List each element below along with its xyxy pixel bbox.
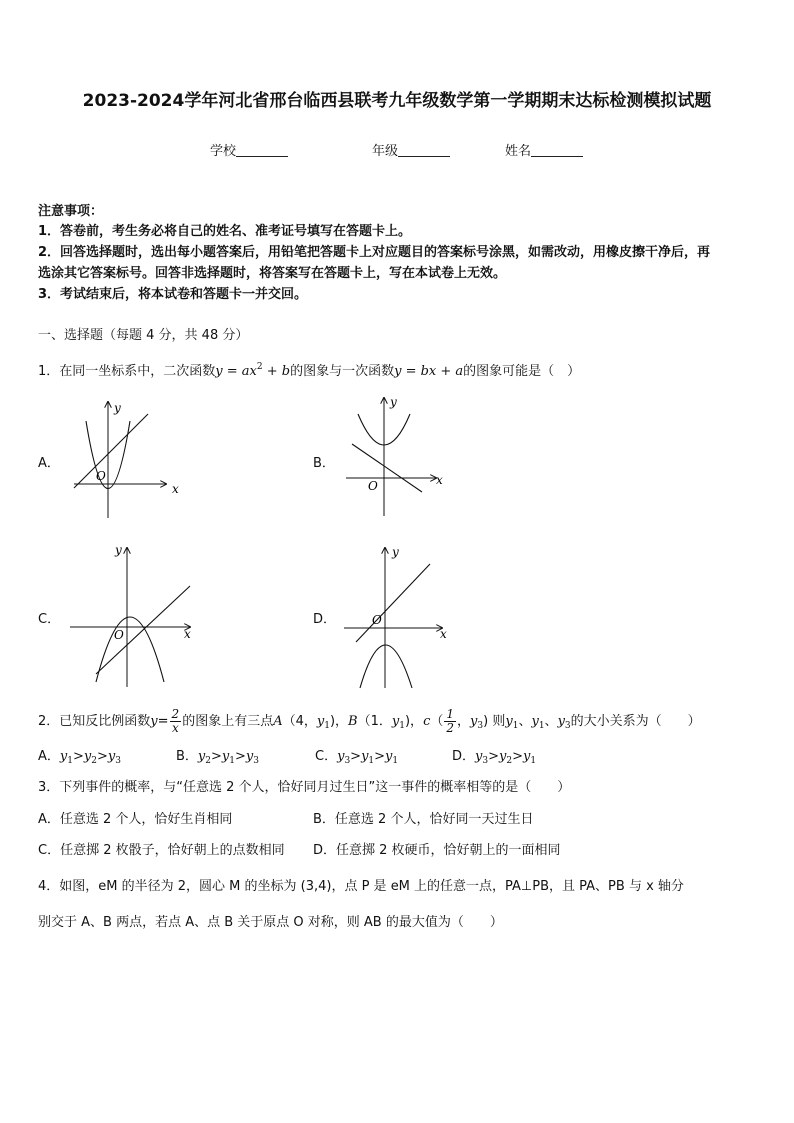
q3-option-b[interactable]: B．任意选 2 个人，恰好同一天过生日 [313, 812, 534, 827]
page-title: 2023-2024学年河北省邢台临西县联考九年级数学第一学期期末达标检测模拟试题 [82, 91, 712, 111]
q1-option-b-label[interactable]: B． [313, 456, 335, 471]
notice-item-2: 2．回答选择题时，选出每小题答案后，用铅笔把答题卡上对应题目的答案标号涂黑，如需改动，用橡皮擦干净后，再 [38, 245, 711, 260]
q1-graph-c [66, 540, 196, 690]
q2-fraction: $\frac{2}{x}$ [171, 707, 180, 735]
q2-point-c: c [423, 714, 431, 729]
school-field [210, 140, 288, 159]
q1-mid: 的图象与一次函数 [290, 364, 395, 379]
line [96, 586, 190, 674]
y-label: y [114, 401, 121, 415]
q1-option-d-label[interactable]: D． [313, 612, 337, 627]
q3-option-a[interactable]: A．任意选 2 个人，恰好生肖相同 [38, 812, 233, 827]
parabola [360, 645, 412, 688]
q2-tail: 的大小关系为（ ） [570, 714, 701, 729]
q2-y1: $y_1$ [316, 714, 330, 731]
x-label: x [172, 482, 179, 496]
q3-option-c[interactable]: C．任意掷 2 枚骰子，恰好朝上的点数相同 [38, 843, 285, 858]
school-blank[interactable] [236, 144, 288, 157]
notice-item-1: 1．答卷前，考生务必将自己的姓名、准考证号填写在答题卡上。 [38, 224, 412, 239]
notice-item-3: 3．考试结束后，将本试卷和答题卡一并交回。 [38, 287, 308, 302]
q1-graph-b [340, 392, 450, 520]
section-heading: 一、选择题（每题 4 分，共 48 分） [38, 328, 249, 343]
grade-label: 年级 [372, 144, 399, 159]
question-4-line-2: 别交于 A、B 两点，若点 A、点 B 关于原点 O 对称，则 AB 的最大值为（ ） [38, 915, 503, 930]
q2-option-b[interactable]: B．$y_2>y_1>y_3$ [176, 749, 259, 766]
origin-label: O [114, 628, 124, 642]
question-1-stem [38, 357, 580, 382]
line [352, 444, 422, 492]
q1-option-a-label[interactable]: A． [38, 456, 60, 471]
notice-item-2-cont: 选涂其它答案标号。回答非选择题时，将答案写在答题卡上，写在本试卷上无效。 [38, 266, 507, 281]
origin-label: O [372, 613, 382, 627]
q1-graph-a [64, 396, 184, 521]
q2-option-d[interactable]: D．$y_3>y_2>y_1$ [452, 749, 537, 766]
q2-prefix: 2．已知反比例函数 [38, 714, 151, 729]
grade-blank[interactable] [398, 144, 450, 157]
question-2-stem: 2．已知反比例函数y= $\frac{2}{x}$ 的图象上有三点A（4，$y_1$)，B（1．$y_1$)，c（ $\frac{1}{2}$ ，$y_3$) 则$y_1$、$y_1$、$y_3$的大小关系为（ ） [38, 707, 701, 735]
q1-graph-d [340, 542, 455, 690]
x-label: x [440, 627, 447, 641]
origin-label: O [368, 479, 378, 493]
q2-half: $\frac{1}{2}$ [446, 707, 454, 735]
q2-point-a: A [273, 714, 283, 729]
q2-func-eq: = [157, 714, 169, 729]
q2-point-b: B [348, 714, 358, 729]
q1-prefix: 1．在同一坐标系中，二次函数 [38, 364, 216, 379]
q2-option-c[interactable]: C．$y_3>y_1>y_1$ [315, 749, 399, 766]
q2-func-y: y [150, 714, 158, 729]
q2-option-a[interactable]: A．$y_1>y_2>y_3$ [38, 749, 121, 766]
notice-heading: 注意事项： [38, 204, 104, 219]
q1-linear: y = bx + a [394, 364, 464, 379]
line [74, 414, 148, 488]
name-field [505, 140, 583, 159]
question-4-line-1: 4．如图，eM 的半径为 2，圆心 M 的坐标为 (3,4)，点 P 是 eM 上的任意一点，PA⊥PB，且 PA、PB 与 x 轴分 [38, 879, 684, 894]
y-label: y [390, 395, 397, 409]
school-label: 学校 [210, 144, 237, 159]
grade-field [372, 140, 450, 159]
question-3-stem: 3．下列事件的概率，与“任意选 2 个人，恰好同月过生日”这一事件的概率相等的是（ ） [38, 780, 571, 795]
q1-option-c-label[interactable]: C． [38, 612, 61, 627]
name-label: 姓名 [505, 144, 532, 159]
q1-suffix: 的图象可能是（ ） [463, 364, 581, 379]
q1-quadratic: $y = ax^2 + b$ [215, 362, 291, 379]
name-blank[interactable] [531, 144, 583, 157]
x-label: x [184, 627, 191, 641]
q3-option-d[interactable]: D．任意掷 2 枚硬币，恰好朝上的一面相同 [313, 843, 561, 858]
line [356, 564, 430, 642]
y-label: y [392, 545, 399, 559]
origin-label: O [96, 469, 106, 483]
q2-mid: 的图象上有三点 [182, 714, 274, 729]
y-label: y [115, 543, 122, 557]
x-label: x [436, 473, 443, 487]
